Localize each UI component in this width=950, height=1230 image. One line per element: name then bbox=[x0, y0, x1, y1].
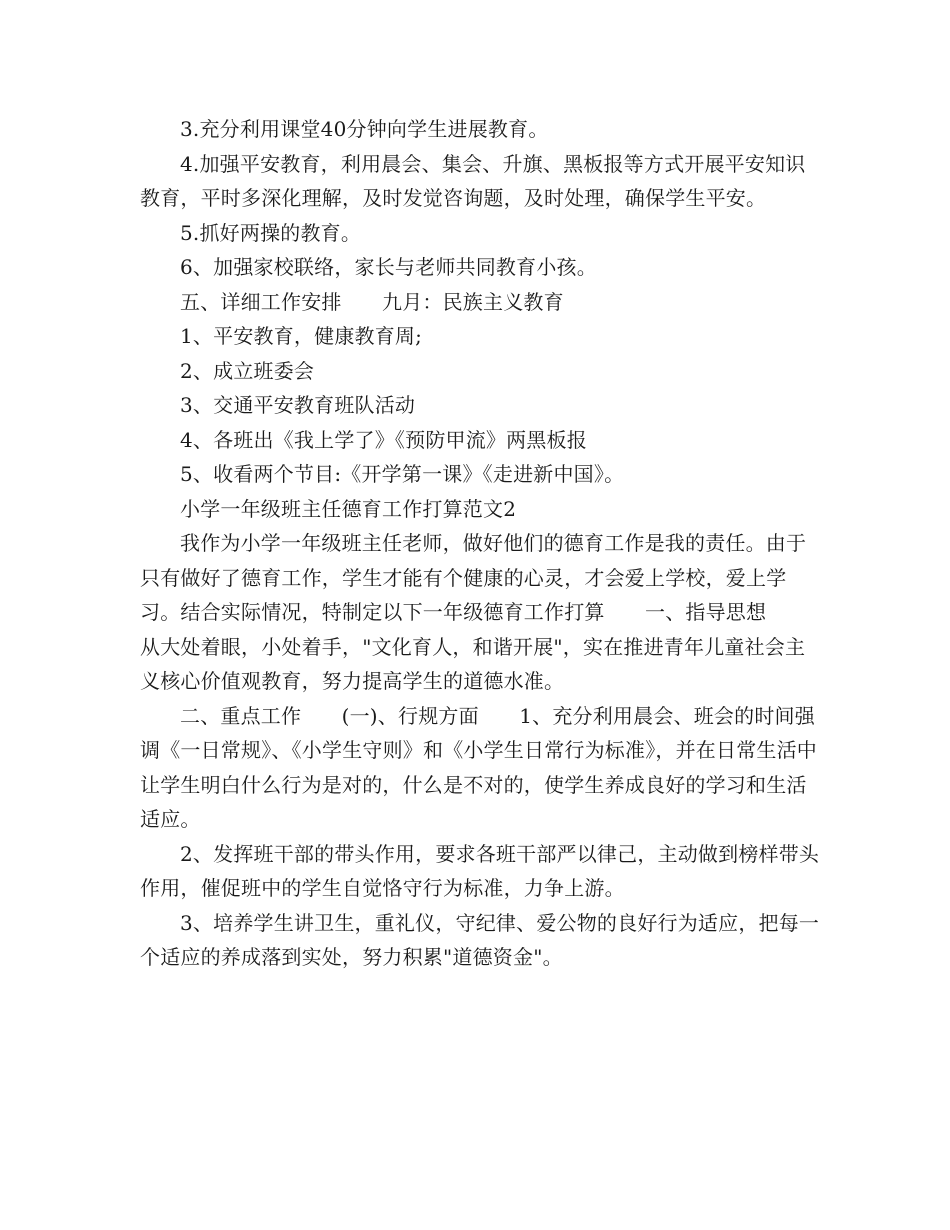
paragraph-item-5: 5.抓好两操的教育。 bbox=[180, 220, 362, 245]
document-body bbox=[140, 112, 820, 975]
key-work-paragraph: 二、重点工作 (一)、行规方面 1、充分利用晨会、班会的时间强调《一日常规》、《小学生守则》和《小学生日常行为标准》，并在日常生活中让学生明白什么行为是对的，什么是不对的，使学生养成良好的学习和生活适应。 bbox=[140, 703, 817, 831]
hygiene-paragraph: 3、培养学生讲卫生，重礼仪，守纪律、爱公物的良好行为适应，把每一个适应的养成落到实处，努力积累"道德资金"。 bbox=[140, 910, 820, 969]
schedule-item-2: 2、成立班委会 bbox=[180, 358, 315, 383]
paragraph-item-3: 3.充分利用课堂40分钟向学生进展教育。 bbox=[180, 117, 549, 141]
intro-paragraph: 我作为小学一年级班主任老师，做好他们的德育工作是我的责任。由于只有做好了德育工作，学生才能有个健康的心灵，才会爱上学校，爱上学习。结合实际情况，特制定以下一年级德育工作打算 一、指导思想 从大处着眼，小处着手，"文化育人，和谐开展"，实在推进青年儿童社会主义核心价值观教育，努力提高学生的道德水准。 bbox=[140, 531, 807, 693]
class-cadre-paragraph: 2、发挥班干部的带头作用，要求各班干部严以律己，主动做到榜样带头作用，催促班中的学生自觉恪守行为标准，力争上游。 bbox=[140, 841, 820, 900]
paragraph-item-6: 6、加强家校联络，家长与老师共同教育小孩。 bbox=[180, 255, 597, 279]
paragraph-item-4: 4.加强平安教育，利用晨会、集会、升旗、黑板报等方式开展平安知识教育，平时多深化理解，及时发觉咨询题，及时处理，确保学生平安。 bbox=[140, 151, 806, 210]
schedule-item-4: 4、各班出《我上学了》《预防甲流》两黑板报 bbox=[180, 427, 587, 452]
section-heading-schedule: 五、详细工作安排 九月：民族主义教育 bbox=[180, 289, 564, 314]
document-subtitle: 小学一年级班主任德育工作打算范文2 bbox=[180, 496, 517, 521]
schedule-item-5: 5、收看两个节目:《开学第一课》《走进新中国》。 bbox=[180, 462, 625, 486]
schedule-item-1: 1、平安教育，健康教育周; bbox=[180, 324, 423, 348]
schedule-item-3: 3、交通平安教育班队活动 bbox=[180, 393, 416, 417]
